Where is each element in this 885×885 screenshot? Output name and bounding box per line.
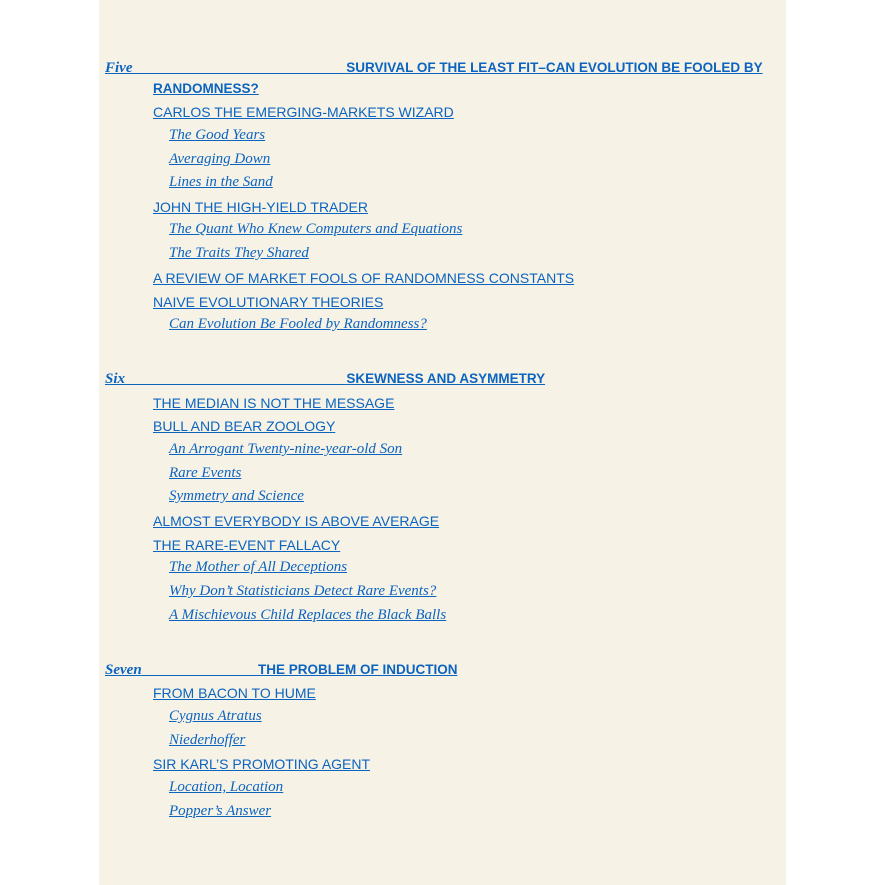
chapter-title[interactable]: SURVIVAL OF THE LEAST FIT–CAN EVOLUTION BE FOOLED BY <box>346 60 763 75</box>
toc-subsection[interactable] <box>169 732 245 749</box>
toc-subsection[interactable] <box>169 488 304 505</box>
toc-section[interactable] <box>153 537 340 553</box>
section-link[interactable]: FROM BACON TO HUME <box>153 685 316 701</box>
chapter-title-line2[interactable]: RANDOMNESS? <box>153 81 259 96</box>
section-link[interactable]: SIR KARL’S PROMOTING AGENT <box>153 756 371 772</box>
toc-subsection[interactable] <box>169 779 283 796</box>
chapter-title[interactable]: THE PROBLEM OF INDUCTION <box>257 662 458 677</box>
toc-subsection[interactable] <box>169 221 462 238</box>
toc-subsection[interactable] <box>169 803 271 820</box>
subsection-link[interactable]: The Good Years <box>169 127 266 143</box>
subsection-link[interactable]: Cygnus Atratus <box>169 708 262 724</box>
subsection-link[interactable]: Averaging Down <box>169 151 271 167</box>
subsection-link[interactable]: Why Don’t Statisticians Detect Rare Events? <box>169 583 437 599</box>
subsection-link[interactable]: An Arrogant Twenty-nine-year-old Son <box>169 441 403 457</box>
subsection-link[interactable]: Can Evolution Be Fooled by Randomness? <box>169 316 427 332</box>
subsection-link[interactable]: Niederhoffer <box>169 732 246 748</box>
section-link[interactable]: CARLOS THE EMERGING-MARKETS WIZARD <box>153 104 454 120</box>
section-link[interactable]: BULL AND BEAR ZOOLOGY <box>153 418 336 434</box>
toc-subsection[interactable] <box>169 441 402 458</box>
chapter-number[interactable]: Five <box>105 60 133 76</box>
toc-subsection[interactable] <box>169 708 262 725</box>
subsection-link[interactable]: A Mischievous Child Replaces the Black Balls <box>169 607 447 623</box>
toc-subsection[interactable] <box>169 583 436 600</box>
toc-subsection[interactable] <box>169 559 347 576</box>
toc-subsection[interactable] <box>169 465 241 482</box>
subsection-link[interactable]: Location, Location <box>169 779 284 795</box>
chapter-seven-heading[interactable] <box>105 662 457 678</box>
chapter-five-heading[interactable] <box>105 56 778 80</box>
subsection-link[interactable]: Lines in the Sand <box>169 174 273 190</box>
toc-section[interactable] <box>153 270 574 286</box>
toc-subsection[interactable] <box>169 127 265 144</box>
toc-section[interactable] <box>153 395 394 411</box>
toc-section[interactable] <box>153 418 335 434</box>
chapter-title[interactable]: SKEWNESS AND ASYMMETRY <box>346 371 546 386</box>
section-link[interactable]: JOHN THE HIGH-YIELD TRADER <box>153 199 368 215</box>
subsection-link[interactable]: Symmetry and Science <box>169 488 304 504</box>
subsection-link[interactable]: Rare Events <box>169 465 242 481</box>
section-link[interactable]: A REVIEW OF MARKET FOOLS OF RANDOMNESS CONSTANTS <box>153 270 575 286</box>
toc-subsection[interactable] <box>169 316 427 333</box>
section-link[interactable]: THE MEDIAN IS NOT THE MESSAGE <box>153 395 395 411</box>
toc-subsection[interactable] <box>169 607 446 624</box>
toc-page <box>99 0 786 885</box>
toc-section[interactable] <box>153 199 368 215</box>
chapter-number[interactable]: Six <box>105 371 126 387</box>
toc-section[interactable] <box>153 513 439 529</box>
toc-section[interactable] <box>153 104 454 120</box>
subsection-link[interactable]: Popper’s Answer <box>169 803 272 819</box>
section-link[interactable]: ALMOST EVERYBODY IS ABOVE AVERAGE <box>153 513 440 529</box>
toc-subsection[interactable] <box>169 174 273 191</box>
toc-subsection[interactable] <box>169 151 270 168</box>
subsection-link[interactable]: The Traits They Shared <box>169 245 309 261</box>
toc-section[interactable] <box>153 756 370 772</box>
subsection-link[interactable]: The Quant Who Knew Computers and Equations <box>169 221 463 237</box>
toc-section[interactable] <box>153 685 316 701</box>
toc-subsection[interactable] <box>169 245 309 262</box>
section-link[interactable]: NAIVE EVOLUTIONARY THEORIES <box>153 294 384 310</box>
chapter-title-continued[interactable] <box>153 80 259 97</box>
chapter-number[interactable]: Seven <box>105 662 142 678</box>
chapter-six-heading[interactable] <box>105 371 545 387</box>
section-link[interactable]: THE RARE-EVENT FALLACY <box>153 537 341 553</box>
toc-section[interactable] <box>153 294 383 310</box>
subsection-link[interactable]: The Mother of All Deceptions <box>169 559 348 575</box>
